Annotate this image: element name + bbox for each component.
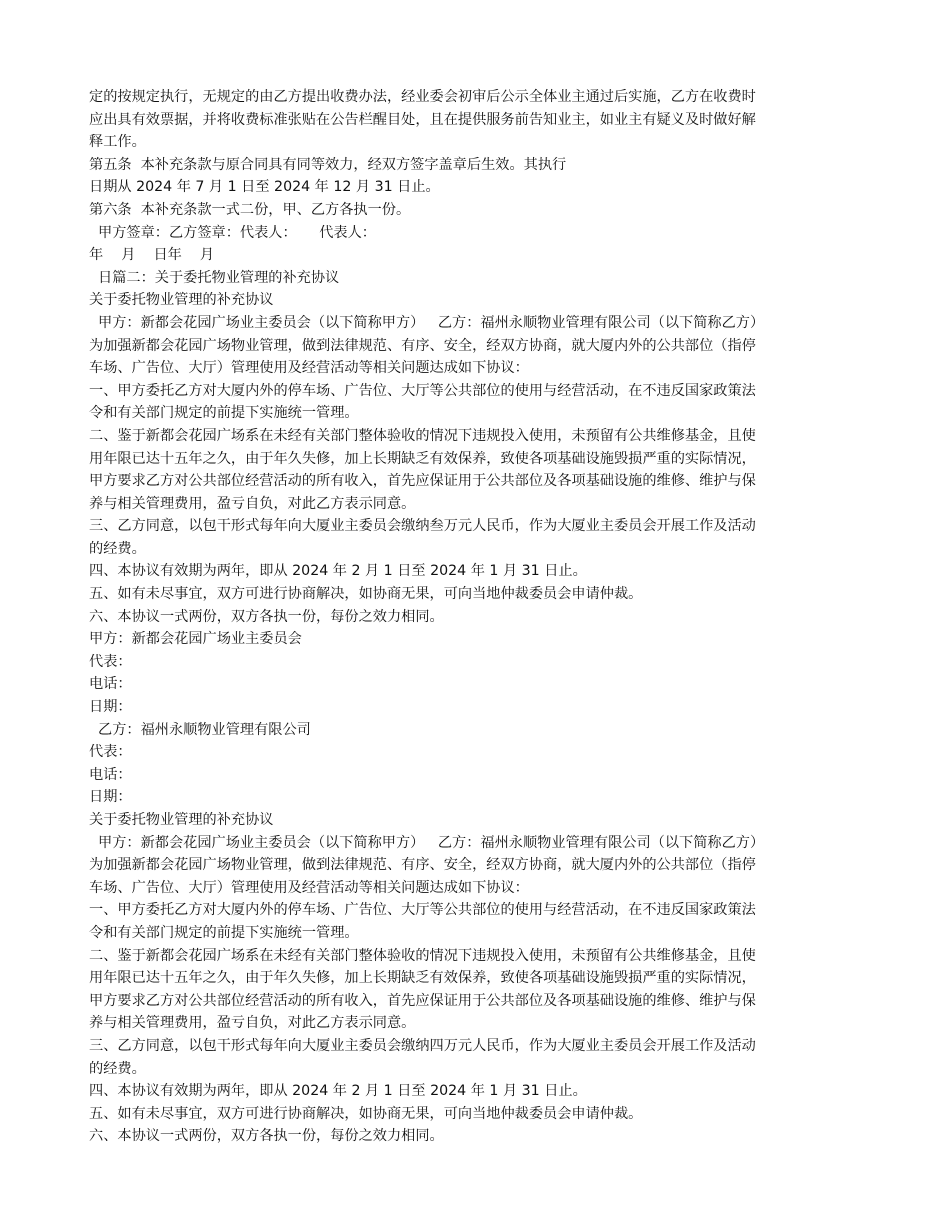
text-line: 应出具有效票据，并将收费标准张贴在公告栏醒目处，且在提供服务前告知业主，如业主有疑义及时做好解 bbox=[89, 111, 756, 128]
article-5-line: 五、如有未尽事宜，双方可进行协商解决，如协商无果，可向当地仲裁委员会申请仲裁。 bbox=[89, 586, 643, 603]
party-a-name: 甲方：新都会花园广场业主委员会 bbox=[89, 631, 302, 648]
party-b-name: 乙方：福州永顺物业管理有限公司 bbox=[89, 721, 311, 738]
text-line: 车场、广告位、大厅）管理使用及经营活动等相关问题达成如下协议： bbox=[89, 360, 529, 377]
article-1-line: 一、甲方委托乙方对大厦内外的停车场、广告位、大厅等公共部位的使用与经营活动，在不违反国家政策法 bbox=[89, 902, 756, 919]
phone-field: 电话： bbox=[89, 676, 132, 693]
representative-field: 代表： bbox=[89, 653, 132, 670]
text-line: 释工作。 bbox=[89, 134, 146, 151]
article-6-line: 六、本协议一式两份，双方各执一份，每份之效力相同。 bbox=[89, 1128, 444, 1145]
article-3-line: 三、乙方同意，以包干形式每年向大厦业主委员会缴纳叁万元人民币，作为大厦业主委员会开展工作及活动 bbox=[89, 518, 756, 535]
text-line: 甲方要求乙方对公共部位经营活动的所有收入，首先应保证用于公共部位及各项基础设施的维修、维护与保 bbox=[89, 473, 756, 490]
article-4-line: 四、本协议有效期为两年，即从 2024 年 2 月 1 日至 2024 年 1 月 31 日止。 bbox=[89, 1083, 587, 1100]
agreement-title: 关于委托物业管理的补充协议 bbox=[89, 812, 274, 828]
date-field: 日期： bbox=[89, 699, 132, 716]
article-4-line: 四、本协议有效期为两年，即从 2024 年 2 月 1 日至 2024 年 1 月 31 日止。 bbox=[89, 563, 587, 580]
article-2-line: 二、鉴于新都会花园广场系在未经有关部门整体验收的情况下违规投入使用，未预留有公共维修基金，且使 bbox=[89, 947, 756, 964]
text-line: 车场、广告位、大厅）管理使用及经营活动等相关问题达成如下协议： bbox=[89, 879, 529, 896]
text-line: 甲方要求乙方对公共部位经营活动的所有收入，首先应保证用于公共部位及各项基础设施的维修、维护与保 bbox=[89, 992, 756, 1009]
agreement-title: 关于委托物业管理的补充协议 bbox=[89, 292, 274, 309]
effective-date-line: 日期从 2024 年 7 月 1 日至 2024 年 12 月 31 日止。 bbox=[89, 179, 440, 196]
text-line: 养与相关管理费用，盈亏自负，对此乙方表示同意。 bbox=[89, 1015, 416, 1032]
text-line: 为加强新都会花园广场物业管理，做到法律规范、有序、安全，经双方协商，就大厦内外的公共部位（指停 bbox=[89, 337, 756, 354]
article-2-line: 二、鉴于新都会花园广场系在未经有关部门整体验收的情况下违规投入使用，未预留有公共维修基金，且使 bbox=[89, 427, 756, 444]
article-6-line: 六、本协议一式两份，双方各执一份，每份之效力相同。 bbox=[89, 608, 444, 625]
text-line: 用年限已达十五年之久，由于年久失修，加上长期缺乏有效保养，致使各项基础设施毁损严重的实际情况， bbox=[89, 450, 756, 467]
phone-field: 电话： bbox=[89, 766, 132, 783]
signature-line: 甲方签章：乙方签章：代表人： 代表人： bbox=[89, 224, 376, 241]
text-line: 定的按规定执行，无规定的由乙方提出收费办法，经业委会初审后公示全体业主通过后实施，乙方在收费时 bbox=[89, 89, 756, 105]
text-line: 养与相关管理费用，盈亏自负，对此乙方表示同意。 bbox=[89, 495, 416, 512]
section-heading: 日篇二：关于委托物业管理的补充协议 bbox=[89, 269, 340, 286]
text-line: 的经费。 bbox=[89, 540, 146, 557]
document-body bbox=[89, 86, 861, 1148]
article-5-line: 五、如有未尽事宜，双方可进行协商解决，如协商无果，可向当地仲裁委员会申请仲裁。 bbox=[89, 1105, 643, 1122]
parties-line: 甲方：新都会花园广场业主委员会（以下简称甲方） 乙方：福州永顺物业管理有限公司（以下简称乙方） bbox=[89, 834, 765, 851]
text-line: 令和有关部门规定的前提下实施统一管理。 bbox=[89, 405, 359, 422]
clause-5-line: 第五条 本补充条款与原合同具有同等效力，经双方签字盖章后生效。其执行 bbox=[89, 156, 567, 173]
text-line: 令和有关部门规定的前提下实施统一管理。 bbox=[89, 924, 359, 941]
text-line: 用年限已达十五年之久，由于年久失修，加上长期缺乏有效保养，致使各项基础设施毁损严重的实际情况， bbox=[89, 970, 756, 987]
clause-6-line: 第六条 本补充条款一式二份，甲、乙方各执一份。 bbox=[89, 201, 411, 218]
date-field: 日期： bbox=[89, 789, 132, 806]
article-1-line: 一、甲方委托乙方对大厦内外的停车场、广告位、大厅等公共部位的使用与经营活动，在不违反国家政策法 bbox=[89, 382, 756, 399]
text-line: 的经费。 bbox=[89, 1060, 146, 1077]
representative-field: 代表： bbox=[89, 744, 132, 761]
article-3-line: 三、乙方同意，以包干形式每年向大厦业主委员会缴纳四万元人民币，作为大厦业主委员会开展工作及活动 bbox=[89, 1037, 756, 1054]
text-line: 为加强新都会花园广场物业管理，做到法律规范、有序、安全，经双方协商，就大厦内外的公共部位（指停 bbox=[89, 857, 756, 874]
parties-line: 甲方：新都会花园广场业主委员会（以下简称甲方） 乙方：福州永顺物业管理有限公司（以下简称乙方） bbox=[89, 314, 765, 331]
date-line: 年 月 日年 月 bbox=[89, 247, 215, 264]
